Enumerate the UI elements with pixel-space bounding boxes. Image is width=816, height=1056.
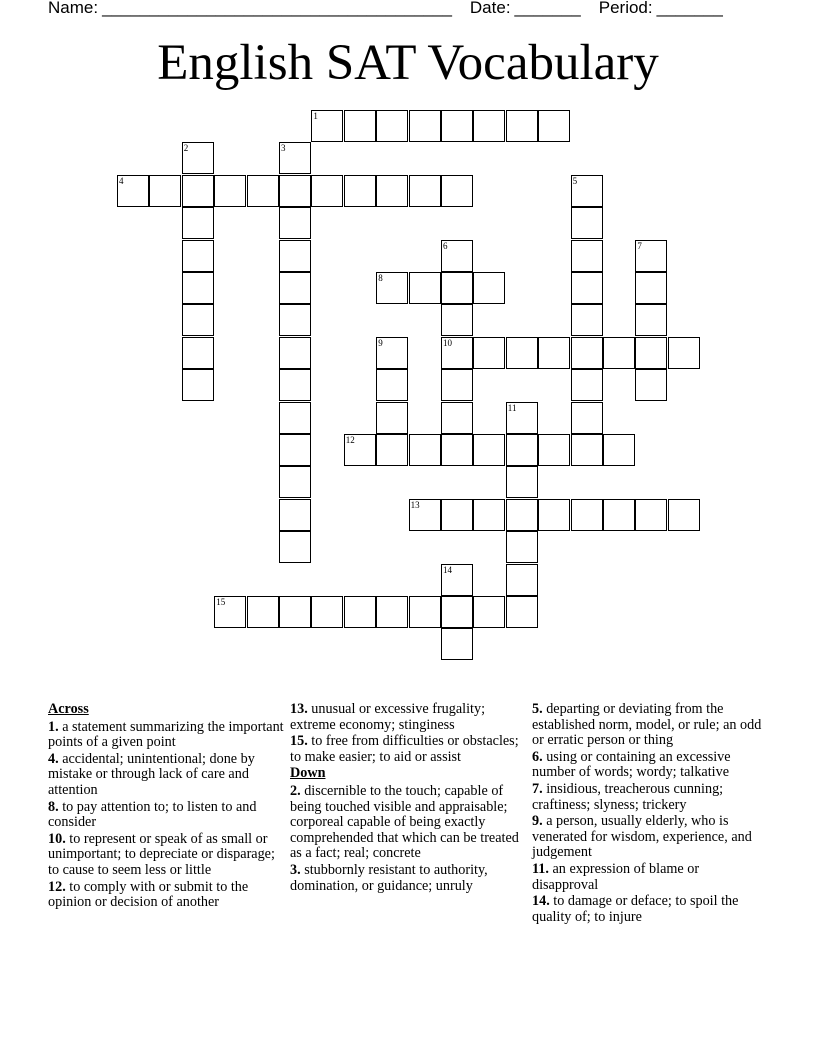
clue-across-13: [290, 702, 526, 733]
clue-text: accidental; unintentional; done by mistake or through lack of care and attention: [48, 750, 255, 798]
cell-number: 12: [345, 435, 355, 445]
crossword-cell[interactable]: [247, 596, 279, 628]
crossword-cell[interactable]: [603, 337, 635, 369]
crossword-cell[interactable]: [473, 110, 505, 142]
clue-number: 5.: [532, 701, 543, 717]
clue-down-9: [532, 814, 768, 861]
clue-text: unusual or excessive frugality; extreme economy; stinginess: [290, 701, 486, 733]
cell-number: 4: [119, 175, 124, 186]
crossword-cell[interactable]: [182, 207, 214, 239]
crossword-cell[interactable]: [409, 272, 441, 304]
clue-number: 14.: [532, 893, 550, 910]
clue-down-2: [290, 784, 526, 862]
crossword-cell[interactable]: [344, 434, 376, 466]
crossword-cell[interactable]: [376, 596, 408, 628]
crossword-cell[interactable]: [182, 142, 214, 174]
clue-across-1: [48, 720, 284, 751]
across-heading: Across: [48, 701, 89, 717]
crossword-cell[interactable]: [603, 434, 635, 466]
cell-number: 3: [281, 143, 286, 154]
clue-text: to pay attention to; to listen to and consider: [48, 798, 257, 831]
crossword-cell[interactable]: [247, 175, 279, 207]
crossword-cell[interactable]: [473, 272, 505, 304]
clue-text: discernible to the touch; capable of being touched visible and appraisable; corporeal capable of being exactly comprehended that which can be treated as a fact; real; concrete: [290, 782, 519, 862]
clue-text: to damage or deface; to spoil the quality of; to injure: [532, 893, 739, 925]
crossword-cell[interactable]: [311, 596, 343, 628]
crossword-cell[interactable]: [149, 175, 181, 207]
clue-down-14: [532, 894, 768, 925]
crossword-cell[interactable]: [279, 402, 311, 434]
clue-number: 7.: [532, 780, 543, 797]
clue-number: 10.: [48, 830, 66, 847]
crossword-cell[interactable]: [571, 402, 603, 434]
crossword-cell[interactable]: [279, 175, 311, 207]
crossword-cell[interactable]: [538, 337, 570, 369]
crossword-cell[interactable]: [473, 337, 505, 369]
clue-text: stubbornly resistant to authority, domination, or guidance; unruly: [290, 861, 488, 894]
clue-number: 12.: [48, 878, 66, 895]
period-label: Period:: [598, 0, 653, 17]
clue-down-11: [532, 862, 768, 893]
clue-down-5: [532, 702, 768, 749]
crossword-cell[interactable]: [473, 434, 505, 466]
crossword-cell[interactable]: [441, 304, 473, 336]
clue-text: to free from difficulties or obstacles; to make easier; to aid or assist: [290, 733, 519, 765]
clue-text: insidious, treacherous cunning; craftiness; slyness; trickery: [532, 780, 724, 813]
crossword-cell[interactable]: [571, 207, 603, 239]
crossword-cell[interactable]: [506, 337, 538, 369]
clue-across-10: [48, 832, 284, 879]
crossword-cell[interactable]: [279, 466, 311, 498]
cell-number: 5: [572, 175, 578, 186]
crossword-cell[interactable]: [376, 337, 408, 369]
clue-text: to represent or speak of as small or unimportant; to depreciate or disparage; to cause to seem less or little: [48, 830, 275, 878]
crossword-cell[interactable]: [376, 434, 408, 466]
cell-number: 7: [637, 240, 642, 251]
crossword-cell[interactable]: [441, 175, 473, 207]
date-label: Date:: [469, 0, 511, 17]
crossword-cell[interactable]: [506, 531, 538, 563]
crossword-cell[interactable]: [571, 240, 603, 272]
clue-text: using or containing an excessive number of words; wordy; talkative: [532, 748, 731, 781]
clue-number: 8.: [48, 798, 59, 815]
crossword-cell[interactable]: [506, 466, 538, 498]
clue-text: an expression of blame or disapproval: [532, 860, 700, 893]
crossword-cell[interactable]: [441, 110, 473, 142]
crossword-cell[interactable]: [344, 175, 376, 207]
cell-number: 6: [443, 240, 448, 251]
crossword-cell[interactable]: [182, 369, 214, 401]
crossword-cell[interactable]: [538, 434, 570, 466]
crossword-cell[interactable]: [376, 175, 408, 207]
crossword-cell[interactable]: [376, 272, 408, 304]
clue-text: departing or deviating from the established norm, model, or rule; an odd or erratic person or thing: [532, 701, 762, 749]
crossword-cell[interactable]: [279, 337, 311, 369]
crossword-cell[interactable]: [409, 434, 441, 466]
crossword-cell[interactable]: [214, 175, 246, 207]
crossword-cell[interactable]: [571, 434, 603, 466]
clue-number: 4.: [48, 750, 59, 767]
clue-across-12: [48, 880, 284, 911]
cell-number: 15: [216, 597, 226, 607]
cell-number: 14: [443, 564, 452, 575]
name-label: Name:: [48, 0, 99, 17]
clue-text: a person, usually elderly, who is venerated for wisdom, experience, and judgement: [532, 813, 752, 861]
clue-number: 6.: [532, 748, 543, 765]
crossword-cell[interactable]: [279, 434, 311, 466]
crossword-cell[interactable]: [182, 175, 214, 207]
crossword-cell[interactable]: [279, 142, 311, 174]
crossword-cell[interactable]: [279, 272, 311, 304]
crossword-cell[interactable]: [182, 304, 214, 336]
clue-across-15: [290, 734, 526, 765]
cell-number: 13: [410, 499, 420, 510]
cell-number: 8: [378, 273, 383, 283]
crossword-cell[interactable]: [635, 499, 667, 531]
crossword-cell[interactable]: [182, 240, 214, 272]
clue-across-4: [48, 752, 284, 799]
crossword-cell[interactable]: [506, 596, 538, 628]
crossword-cell[interactable]: [376, 369, 408, 401]
crossword-cell[interactable]: [635, 337, 667, 369]
crossword-cell[interactable]: [279, 240, 311, 272]
crossword-cell[interactable]: [441, 272, 473, 304]
crossword-cell[interactable]: [441, 628, 473, 660]
crossword-cell[interactable]: [635, 272, 667, 304]
crossword-cell[interactable]: [635, 369, 667, 401]
crossword-cell[interactable]: [409, 499, 441, 531]
cell-number: 1: [313, 111, 318, 121]
crossword-cell[interactable]: [279, 499, 311, 531]
crossword-cell[interactable]: [668, 499, 700, 531]
clues-column-3: [532, 702, 768, 926]
crossword-cell[interactable]: [117, 175, 149, 207]
clue-number: 11.: [532, 860, 549, 877]
crossword-cell[interactable]: [571, 304, 603, 336]
crossword-cell[interactable]: [506, 434, 538, 466]
crossword-cell[interactable]: [311, 110, 343, 142]
page-title: English SAT Vocabulary: [157, 35, 659, 91]
crossword-cell[interactable]: [473, 596, 505, 628]
crossword-cell[interactable]: [409, 596, 441, 628]
crossword-cell[interactable]: [214, 596, 246, 628]
crossword-cell[interactable]: [279, 531, 311, 563]
crossword-cell[interactable]: [441, 369, 473, 401]
clue-number: 1.: [48, 718, 59, 735]
crossword-cell[interactable]: [182, 272, 214, 304]
clues-column-1: [48, 702, 284, 912]
clue-number: 9.: [532, 813, 543, 830]
crossword-cell[interactable]: [311, 175, 343, 207]
crossword-cell[interactable]: [668, 337, 700, 369]
crossword-cell[interactable]: [603, 499, 635, 531]
clue-text: to comply with or submit to the opinion or decision of another: [48, 878, 249, 911]
crossword-cell[interactable]: [635, 240, 667, 272]
crossword-cell[interactable]: [376, 402, 408, 434]
down-heading: Down: [290, 765, 326, 782]
name-field[interactable]: _____________________________________: [102, 0, 452, 17]
crossword-cell[interactable]: [506, 110, 538, 142]
crossword-cell[interactable]: [571, 272, 603, 304]
crossword-cell[interactable]: [409, 175, 441, 207]
crossword-cell[interactable]: [409, 110, 441, 142]
cell-number: 10: [443, 337, 452, 348]
clue-text: a statement summarizing the important points of a given point: [48, 718, 284, 751]
crossword-cell[interactable]: [279, 207, 311, 239]
crossword-cell[interactable]: [571, 369, 603, 401]
cell-number: 11: [507, 402, 517, 413]
cell-number: 9: [378, 337, 383, 348]
clue-across-8: [48, 800, 284, 831]
crossword-cell[interactable]: [538, 499, 570, 531]
clue-number: 2.: [290, 782, 301, 799]
cell-number: 2: [183, 143, 189, 154]
clue-down-7: [532, 782, 768, 813]
crossword-cell[interactable]: [538, 110, 570, 142]
period-field[interactable]: _______: [656, 0, 723, 17]
crossword-cell[interactable]: [506, 499, 538, 531]
clues-column-2: [290, 702, 526, 895]
crossword-cell[interactable]: [441, 240, 473, 272]
crossword-cell[interactable]: [473, 499, 505, 531]
clue-down-3: [290, 863, 526, 894]
clue-number: 13.: [290, 701, 308, 717]
crossword-cell[interactable]: [279, 596, 311, 628]
crossword-cell[interactable]: [376, 110, 408, 142]
crossword-cell[interactable]: [441, 564, 473, 596]
clue-down-6: [532, 750, 768, 781]
crossword-cell[interactable]: [182, 337, 214, 369]
crossword-cell[interactable]: [571, 175, 603, 207]
crossword-cell[interactable]: [506, 564, 538, 596]
crossword-cell[interactable]: [441, 402, 473, 434]
date-field[interactable]: _______: [514, 0, 581, 17]
crossword-cell[interactable]: [571, 337, 603, 369]
crossword-cell[interactable]: [635, 304, 667, 336]
crossword-cell[interactable]: [441, 337, 473, 369]
crossword-cell[interactable]: [571, 499, 603, 531]
crossword-cell[interactable]: [279, 369, 311, 401]
crossword-cell[interactable]: [344, 110, 376, 142]
crossword-cell[interactable]: [441, 499, 473, 531]
clue-number: 15.: [290, 733, 308, 750]
clue-number: 3.: [290, 861, 301, 878]
crossword-cell[interactable]: [441, 596, 473, 628]
crossword-cell[interactable]: [344, 596, 376, 628]
crossword-cell[interactable]: [279, 304, 311, 336]
crossword-cell[interactable]: [506, 402, 538, 434]
crossword-cell[interactable]: [441, 434, 473, 466]
